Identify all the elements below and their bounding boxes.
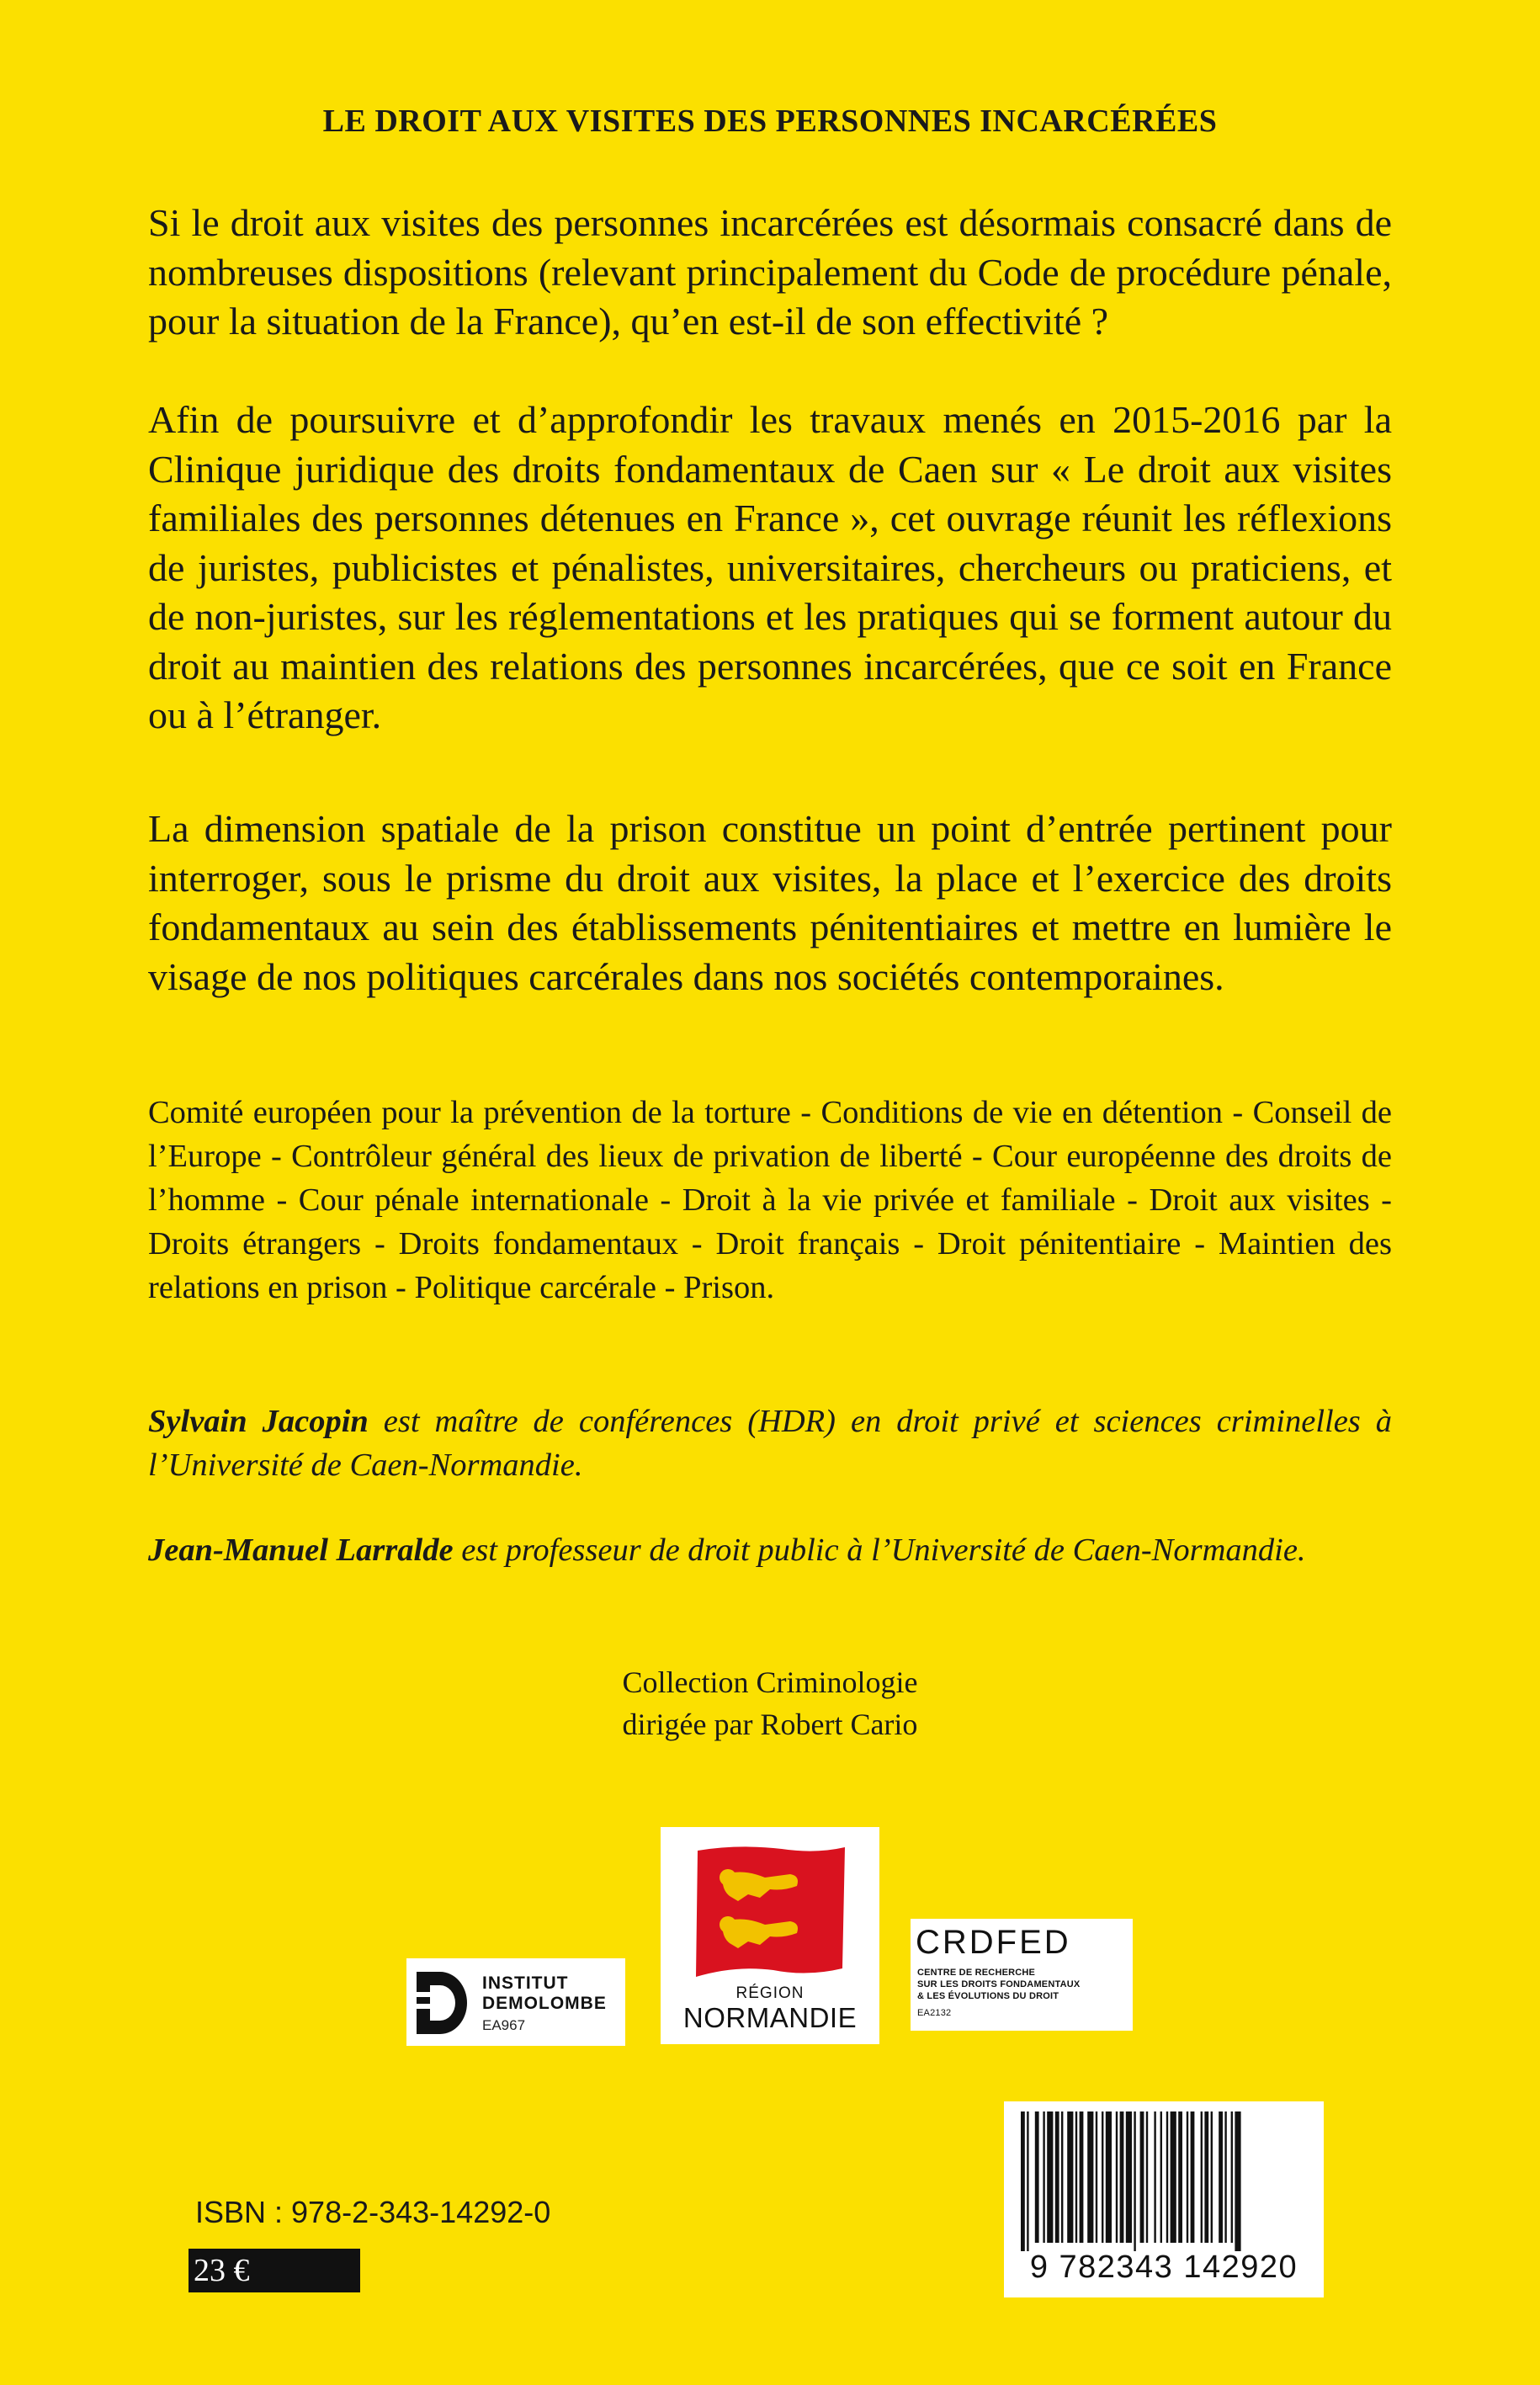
barcode-bar bbox=[1035, 2111, 1039, 2243]
barcode-bar bbox=[1043, 2111, 1044, 2243]
normandie-flag-icon bbox=[689, 1842, 851, 1984]
barcode-bar bbox=[1126, 2111, 1132, 2243]
crdfed-acronym: CRDFED bbox=[916, 1924, 1071, 1961]
crdfed-line3: & LES ÉVOLUTIONS DU DROIT bbox=[917, 1991, 1059, 2001]
region-normandie-logo bbox=[661, 1827, 879, 2044]
barcode-bar bbox=[1134, 2111, 1135, 2251]
barcode-bar bbox=[1055, 2111, 1059, 2243]
barcode-bar bbox=[1166, 2111, 1168, 2243]
barcode-bar bbox=[1146, 2111, 1148, 2243]
barcode-bar bbox=[1140, 2111, 1144, 2243]
crdfed-line2: SUR LES DROITS FONDAMENTAUX bbox=[917, 1979, 1081, 1989]
barcode bbox=[1004, 2101, 1324, 2297]
author-bio-larralde bbox=[148, 1528, 1392, 1572]
paragraph-spatial: La dimension spatiale de la prison constitue un point d’entrée pertinent pour interroger, sous le prisme du droit aux visites, la place et l’exercice des droits fondamentaux au sein des établissements pénitentiaires et mettre en lumière le visage de nos politiques carcérales dans nos sociétés contemporaines. bbox=[148, 807, 1392, 998]
normandie-region-label: RÉGION bbox=[735, 1984, 805, 2002]
crdfed-code: EA2132 bbox=[917, 2008, 952, 2018]
author-bio: est maître de conférences (HDR) en droit privé et sciences criminelles à l’Université de Caen-Normandie. bbox=[148, 1404, 1392, 1483]
institut-line2: DEMOLOMBE bbox=[482, 1994, 607, 2013]
barcode-bar bbox=[1231, 2111, 1233, 2243]
barcode-bar bbox=[1120, 2111, 1124, 2243]
barcode-bar bbox=[1021, 2111, 1025, 2251]
author-name: Sylvain Jacopin bbox=[148, 1404, 369, 1439]
barcode-bar bbox=[1096, 2111, 1097, 2243]
institut-line1: INSTITUT bbox=[482, 1973, 569, 1993]
institut-code: EA967 bbox=[482, 2017, 526, 2033]
author-bio-jacopin bbox=[148, 1400, 1392, 1487]
demolombe-mark-icon bbox=[417, 1972, 467, 2034]
barcode-bar bbox=[1211, 2111, 1213, 2243]
barcode-bar bbox=[1191, 2111, 1195, 2243]
author-name: Jean-Manuel Larralde bbox=[148, 1532, 454, 1568]
author-bio: est professeur de droit public à l’Université de Caen-Normandie. bbox=[453, 1532, 1306, 1568]
barcode-bar bbox=[1102, 2111, 1103, 2243]
barcode-bar bbox=[1201, 2111, 1203, 2243]
paragraph-objective: Afin de poursuivre et d’approfondir les travaux menés en 2015-2016 par la Clinique juridique des droits fondamentaux de Caen sur « Le droit aux visites familiales des personnes détenues en France », cet ouvrage réunit les réflexions de juristes, publicistes et pénalistes, universitaires, chercheurs ou praticiens, et de non-juristes, sur les réglementations et les pratiques qui se forment autour du droit au maintien des relations des personnes incarcérées, que ce soit en France ou à l’étranger. bbox=[148, 398, 1392, 736]
barcode-bar bbox=[1171, 2111, 1176, 2243]
barcode-bar bbox=[1067, 2111, 1073, 2243]
barcode-bar bbox=[1061, 2111, 1063, 2243]
barcode-bar bbox=[1235, 2111, 1240, 2251]
barcode-bar bbox=[1154, 2111, 1155, 2243]
barcode-bar bbox=[1224, 2111, 1226, 2243]
barcode-bar bbox=[1219, 2111, 1223, 2243]
barcode-bar bbox=[1204, 2111, 1208, 2243]
barcode-digits: 9 782343 142920 bbox=[1029, 2250, 1298, 2285]
book-title: LE DROIT AUX VISITES DES PERSONNES INCARCÉRÉES bbox=[322, 104, 1218, 139]
normandie-name-label: NORMANDIE bbox=[682, 2002, 858, 2033]
keywords: Comité européen pour la prévention de la torture - Conditions de vie en détention - Conseil de l’Europe - Contrôleur général des lieux de privation de liberté - Cour européenne des droits de l’homme - Cour pénale internationale - Droit à la vie privée et familiale - Droit aux visites - Droits étrangers - Droits fondamentaux - Droit français - Droit pénitentiaire - Maintien des relations en prison - Politique carcérale - Prison. bbox=[148, 1095, 1392, 1305]
collection-info bbox=[0, 1661, 1540, 1745]
barcode-bar bbox=[1160, 2111, 1162, 2243]
collection-director: dirigée par Robert Cario bbox=[622, 1708, 918, 1741]
institut-demolombe-logo bbox=[406, 1958, 625, 2046]
paragraph-intro: Si le droit aux visites des personnes incarcérées est désormais consacré dans de nombreuses dispositions (relevant principalement du Code de procédure pénale, pour la situation de la France), qu’en est-il de son effectivité ? bbox=[148, 201, 1392, 343]
barcode-bar bbox=[1187, 2111, 1188, 2243]
barcode-bar bbox=[1087, 2111, 1093, 2243]
isbn: ISBN : 978-2-343-14292-0 bbox=[195, 2195, 551, 2229]
barcode-bars-icon bbox=[1017, 2111, 1310, 2251]
barcode-bar bbox=[1106, 2111, 1112, 2243]
collection-name: Collection Criminologie bbox=[622, 1665, 918, 1699]
crdfed-line1: CENTRE DE RECHERCHE bbox=[917, 1968, 1036, 1978]
barcode-bar bbox=[1116, 2111, 1118, 2243]
price: 23 € bbox=[189, 2249, 360, 2292]
barcode-bar bbox=[1075, 2111, 1077, 2243]
barcode-bar bbox=[1178, 2111, 1182, 2243]
crdfed-logo bbox=[911, 1919, 1133, 2031]
barcode-bar bbox=[1027, 2111, 1028, 2251]
barcode-bar bbox=[1047, 2111, 1053, 2243]
barcode-bar bbox=[1080, 2111, 1084, 2243]
